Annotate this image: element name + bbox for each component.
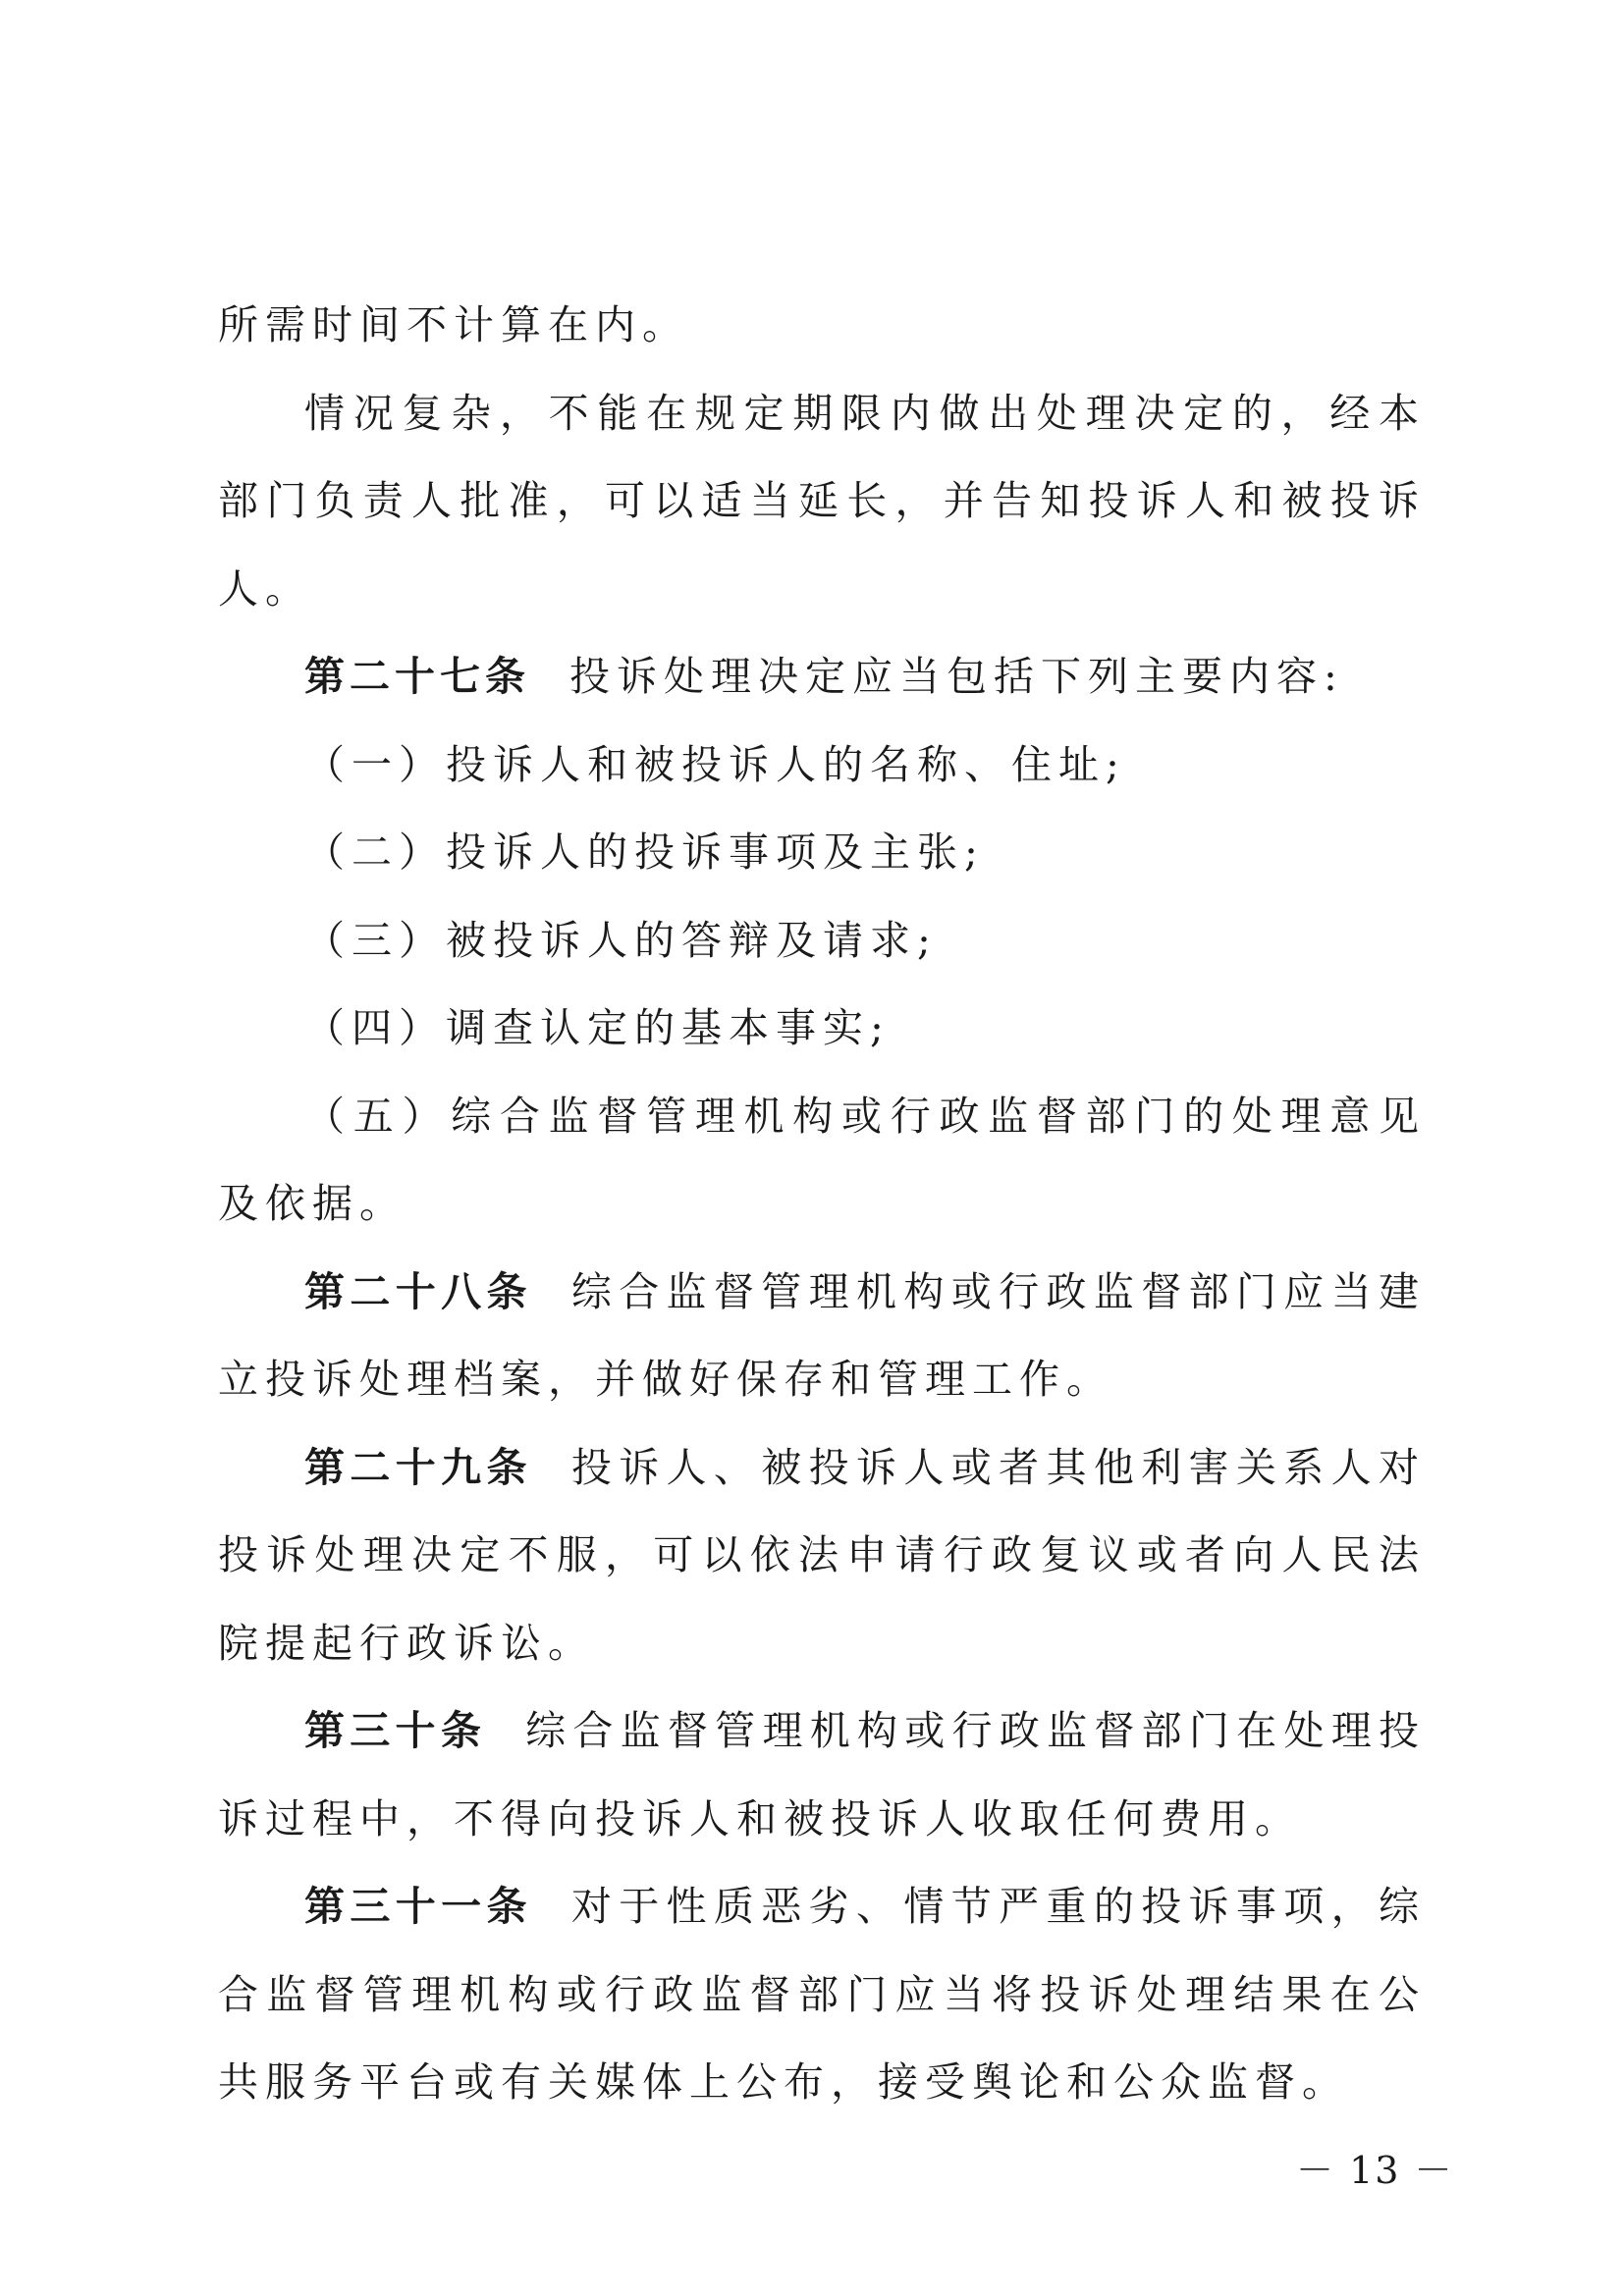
paragraph-continuation: 所需时间不计算在内。 [218, 301, 689, 348]
list-item-1: （一）投诉人和被投诉人的名称、住址; [304, 740, 1126, 788]
page-number: － 13 － [1296, 2149, 1454, 2192]
document-body [218, 282, 1426, 2127]
article-27-label: 第二十七条 [304, 653, 530, 700]
list-item-5: （五）综合监督管理机构或行政监督部门的处理意见及依据。 [218, 1092, 1426, 1227]
list-item-4: （四）调查认定的基本事实; [304, 1004, 891, 1051]
article-31 [218, 1863, 1426, 2127]
article-31-label: 第三十一条 [304, 1883, 532, 1930]
article-27-text: 投诉处理决定应当包括下列主要内容: [569, 653, 1344, 700]
article-28-text: 综合监督管理机构或行政监督部门应当建立投诉处理档案，并做好保存和管理工作。 [218, 1267, 1427, 1403]
article-29-text: 投诉人、被投诉人或者其他利害关系人对投诉处理决定不服，可以依法申请行政复议或者向人民法院提起行政诉讼。 [218, 1443, 1427, 1667]
article-28 [218, 1249, 1426, 1424]
paragraph-extension-rule: 情况复杂，不能在规定期限内做出处理决定的，经本部门负责人批准，可以适当延长，并告知投诉人和被投诉人。 [218, 389, 1426, 613]
article-28-label: 第二十八条 [304, 1267, 532, 1315]
article-29-label: 第二十九条 [304, 1443, 532, 1491]
article-27 [218, 633, 1426, 721]
article-29 [218, 1424, 1426, 1688]
article-30-label: 第三十条 [304, 1707, 487, 1754]
article-30 [218, 1687, 1426, 1863]
list-item-2: （二）投诉人的投诉事项及主张; [304, 828, 985, 876]
list-item-3: （三）被投诉人的答辩及请求; [304, 916, 938, 964]
article-30-text: 综合监督管理机构或行政监督部门在处理投诉过程中，不得向投诉人和被投诉人收取任何费用。 [218, 1707, 1427, 1842]
article-31-text: 对于性质恶劣、情节严重的投诉事项，综合监督管理机构或行政监督部门应当将投诉处理结果在公共服务平台或有关媒体上公布，接受舆论和公众监督。 [218, 1883, 1427, 2106]
